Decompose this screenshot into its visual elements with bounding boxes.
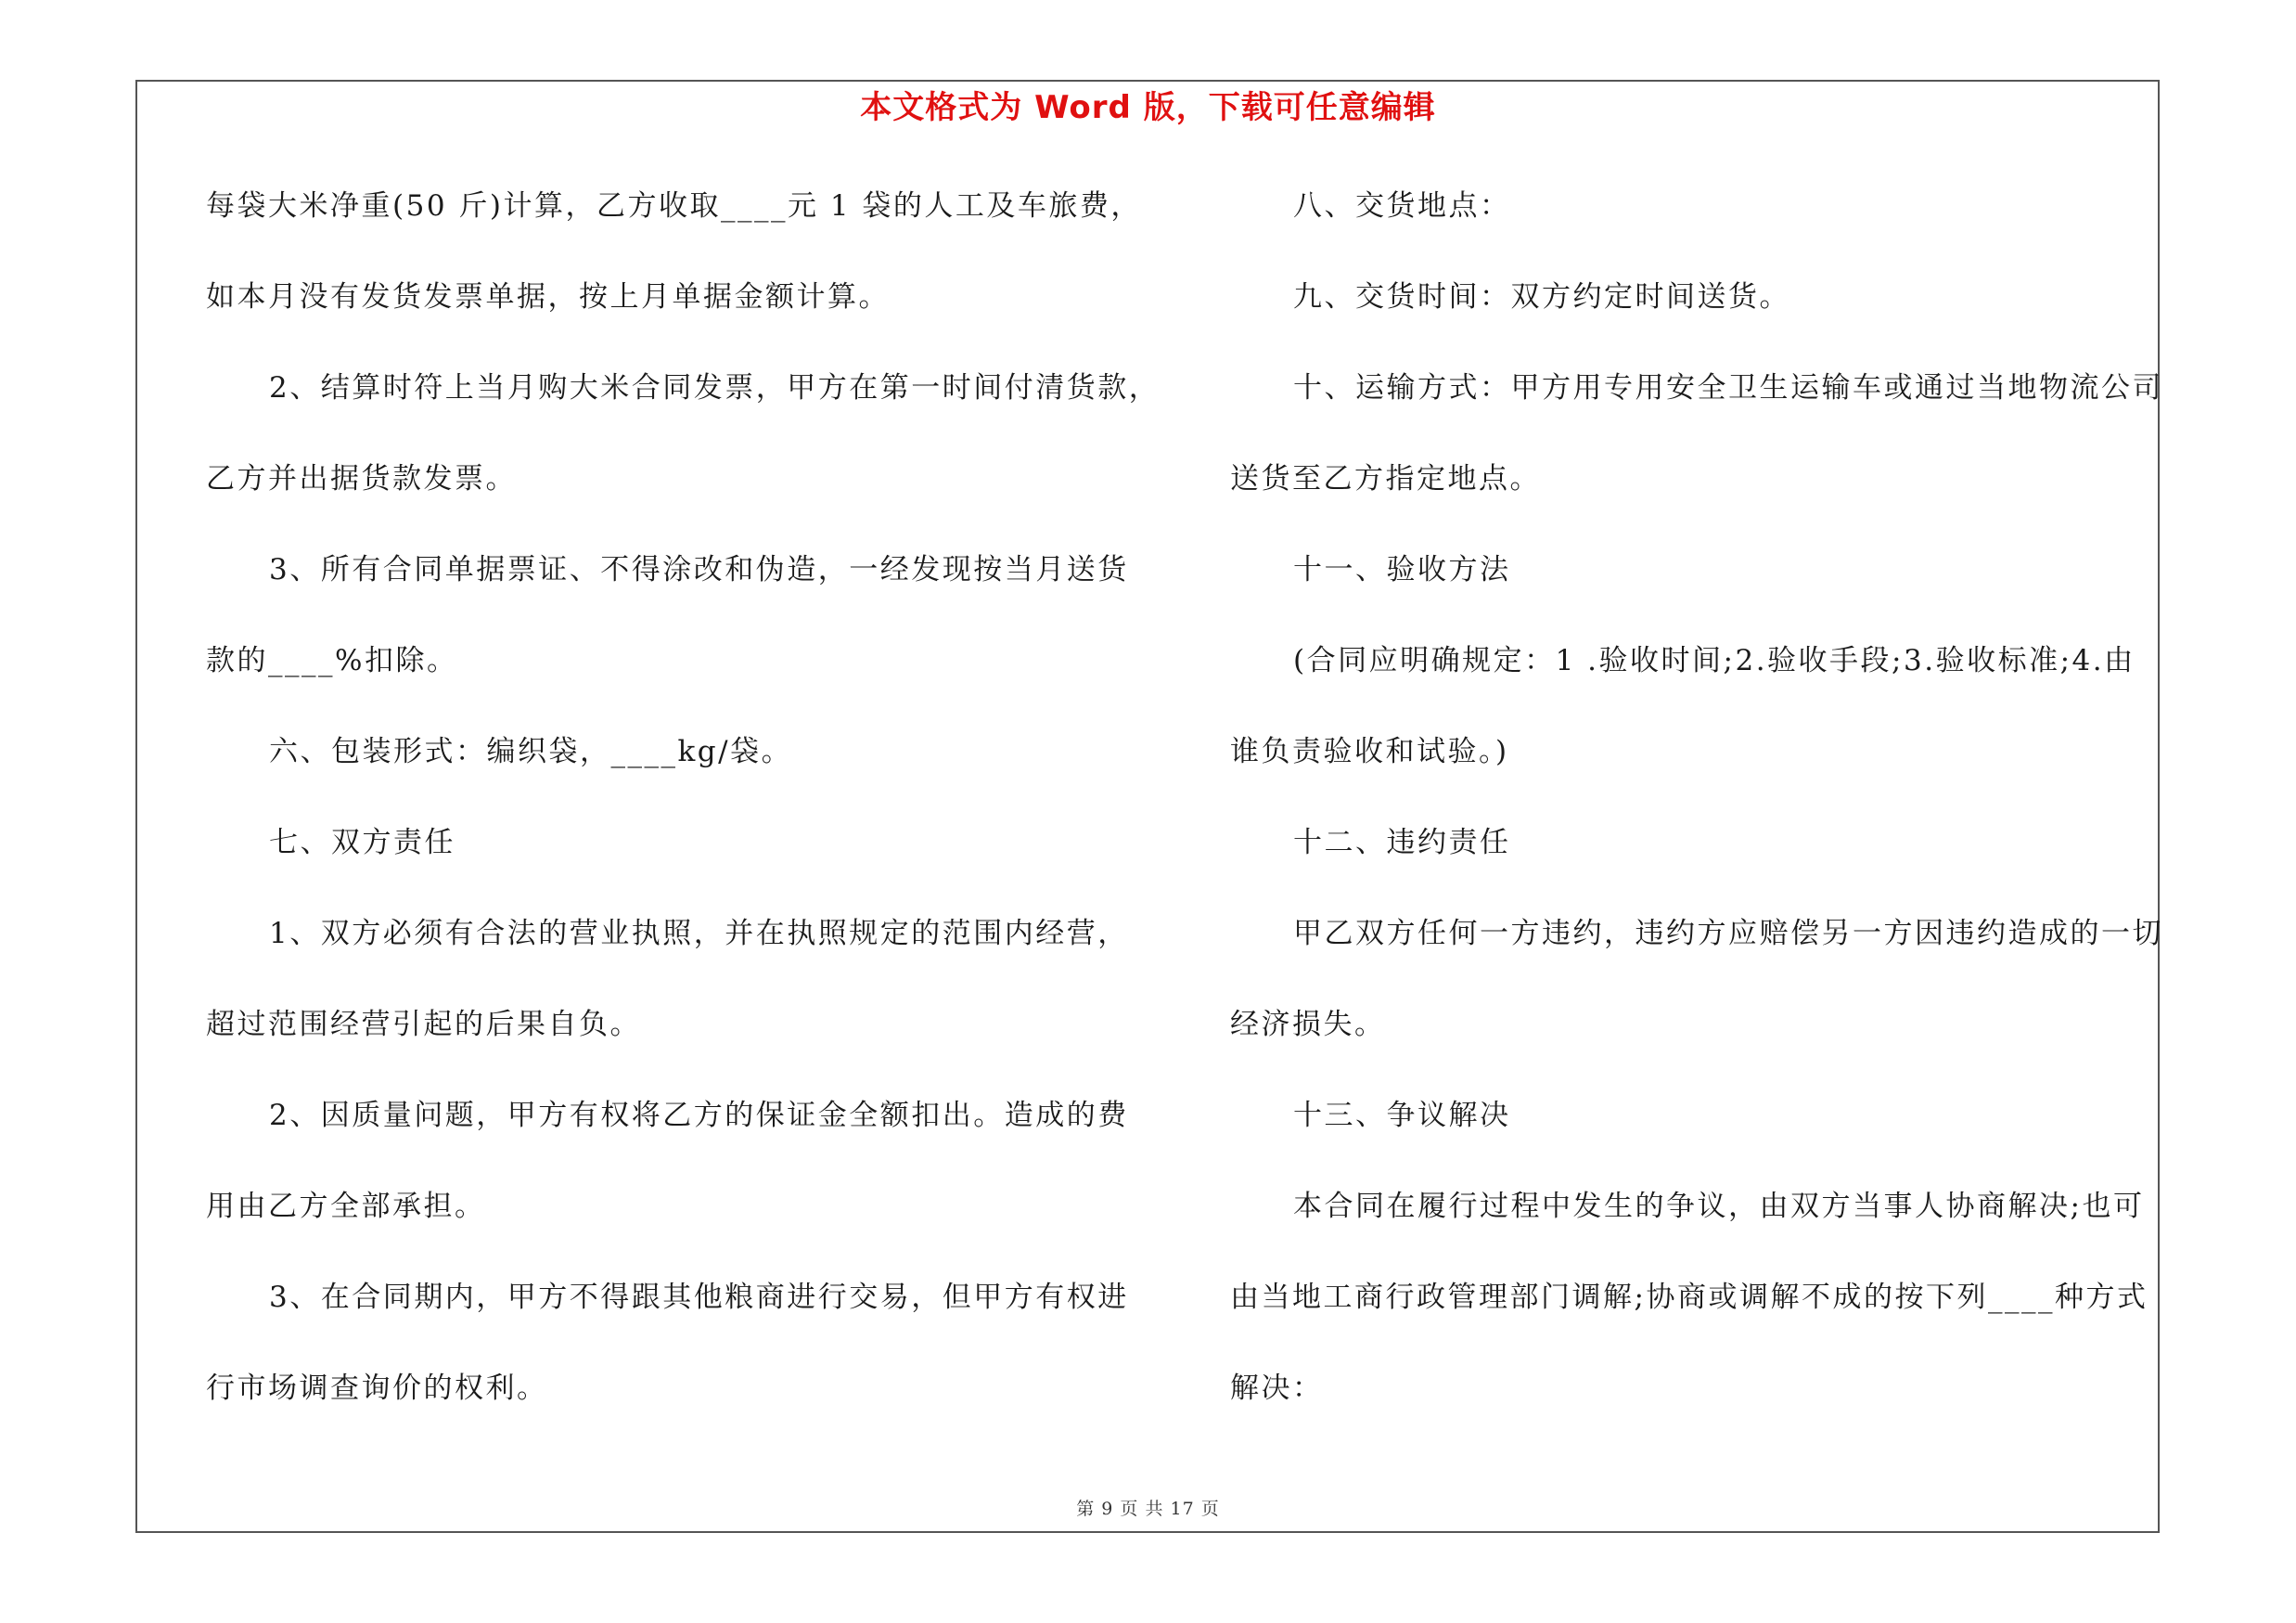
section-heading: 八、交货地点： — [1293, 189, 1511, 223]
paragraph-line: 乙方并出据货款发票。 — [206, 462, 517, 496]
paragraph-line: 行市场调查询价的权利。 — [206, 1372, 548, 1405]
paragraph-line: 由当地工商行政管理部门调解;协商或调解不成的按下列____种方式 — [1230, 1281, 2148, 1314]
paragraph-line: (合同应明确规定：1 .验收时间;2.验收手段;3.验收标准;4.由 — [1293, 644, 2136, 677]
section-heading: 十一、验收方法 — [1293, 553, 1511, 586]
paragraph-line: 2、因质量问题，甲方有权将乙方的保证金全额扣出。造成的费 — [269, 1099, 1129, 1132]
paragraph-line: 经济损失。 — [1230, 1008, 1386, 1041]
section-heading: 七、双方责任 — [269, 826, 455, 859]
paragraph-line: 甲乙双方任何一方违约，违约方应赔偿另一方因违约造成的一切 — [1293, 917, 2163, 950]
section-heading: 九、交货时间：双方约定时间送货。 — [1293, 280, 1790, 314]
paragraph-line: 如本月没有发货发票单据，按上月单据金额计算。 — [206, 280, 890, 314]
paragraph-line: 3、在合同期内，甲方不得跟其他粮商进行交易，但甲方有权进 — [269, 1281, 1129, 1314]
paragraph-line: 3、所有合同单据票证、不得涂改和伪造，一经发现按当月送货 — [269, 553, 1129, 586]
paragraph-line: 款的____%扣除。 — [206, 644, 458, 677]
paragraph-line: 送货至乙方指定地点。 — [1230, 462, 1541, 496]
paragraph-line: 超过范围经营引起的后果自负。 — [206, 1008, 641, 1041]
section-heading: 十、运输方式：甲方用专用安全卫生运输车或通过当地物流公司 — [1293, 371, 2163, 405]
paragraph-line: 用由乙方全部承担。 — [206, 1190, 486, 1223]
page-number: 第 9 页 共 17 页 — [1076, 1499, 1220, 1519]
section-heading: 六、包装形式：编织袋，____kg/袋。 — [269, 735, 793, 768]
paragraph-line: 每袋大米净重(50 斤)计算，乙方收取____元 1 袋的人工及车旅费， — [206, 189, 1142, 223]
paragraph-line: 2、结算时符上当月购大米合同发票，甲方在第一时间付清货款， — [269, 371, 1161, 405]
paragraph-line: 本合同在履行过程中发生的争议，由双方当事人协商解决;也可 — [1293, 1190, 2145, 1223]
word-format-banner: 本文格式为 Word 版，下载可任意编辑 — [860, 89, 1436, 126]
paragraph-line: 解决： — [1230, 1372, 1324, 1405]
section-heading: 十三、争议解决 — [1293, 1099, 1511, 1132]
section-heading: 十二、违约责任 — [1293, 826, 1511, 859]
paragraph-line: 1、双方必须有合法的营业执照，并在执照规定的范围内经营， — [269, 917, 1129, 950]
paragraph-line: 谁负责验收和试验。) — [1230, 735, 1509, 768]
